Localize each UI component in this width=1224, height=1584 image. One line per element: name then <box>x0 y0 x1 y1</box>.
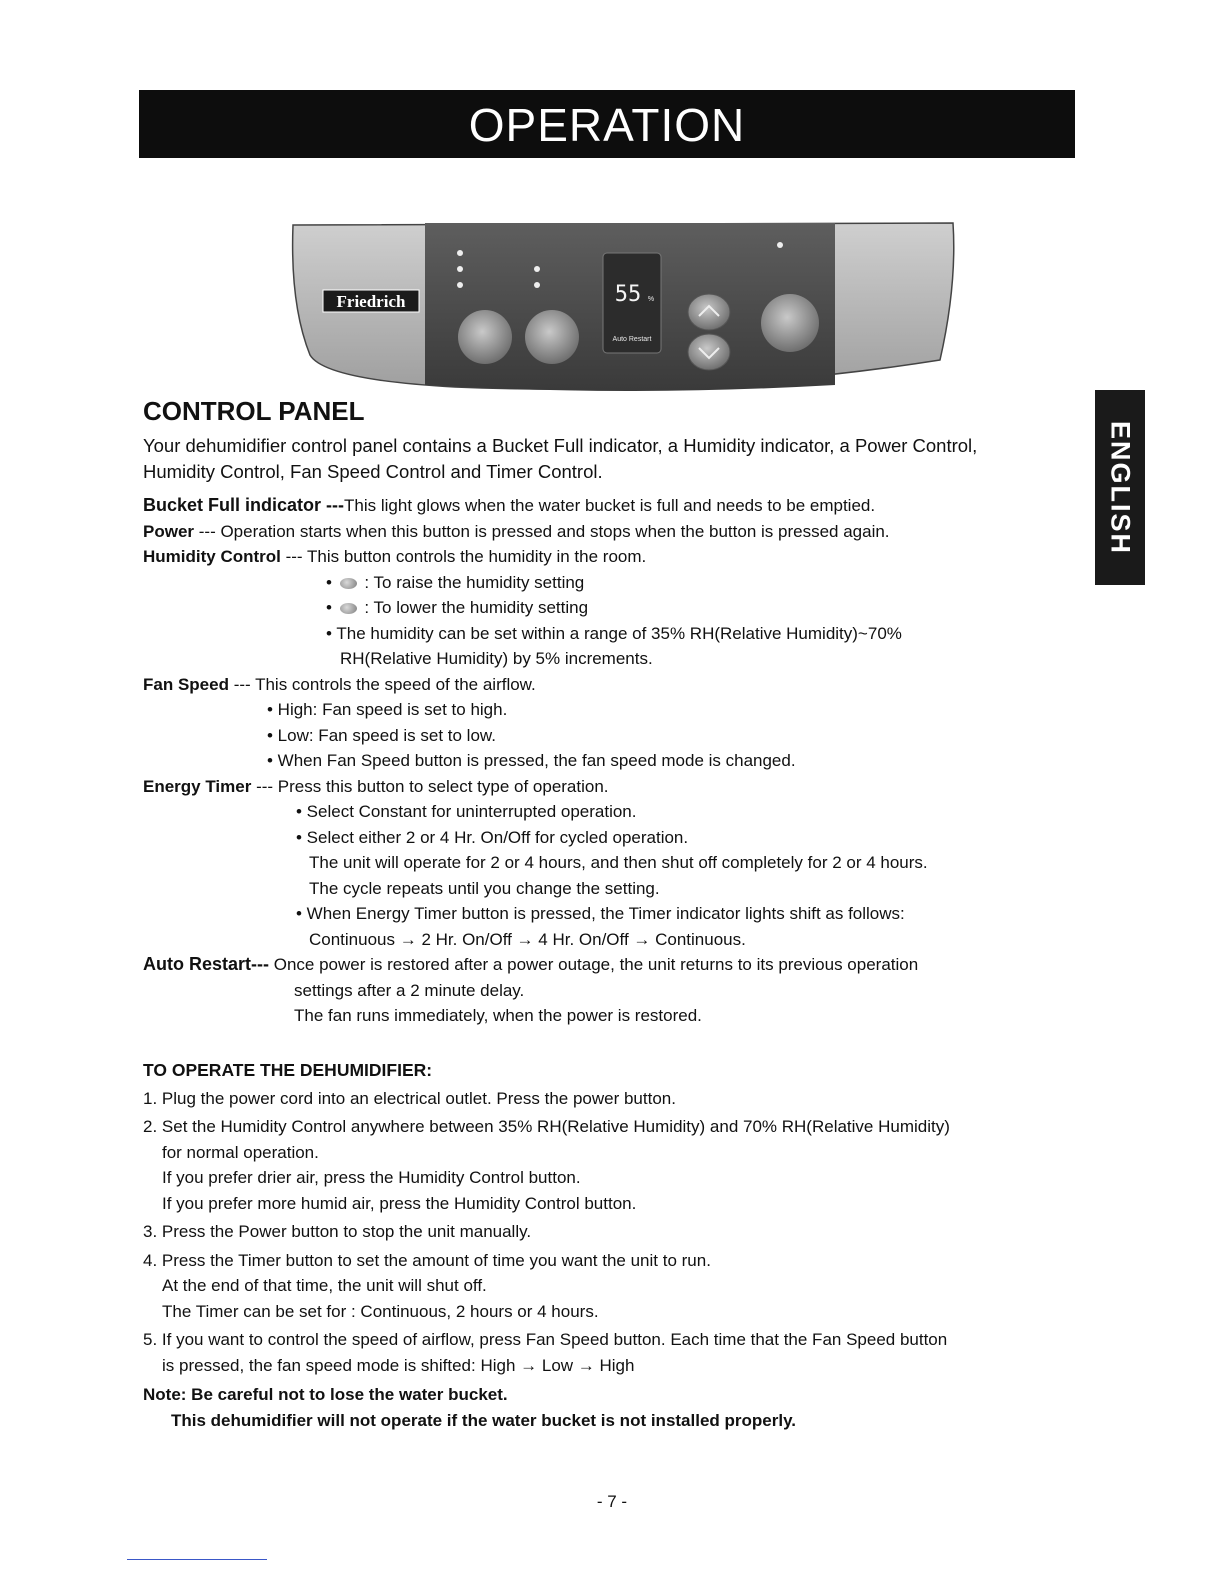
bucket-full-indicator <box>777 242 783 248</box>
control-panel-svg <box>285 215 960 395</box>
timer-sequence-text: Continuous → 2 Hr. On/Off → 4 Hr. On/Off → Continuous. <box>309 929 746 949</box>
humidity-raise-text: : To raise the humidity setting <box>359 572 585 592</box>
step-2-cont: for normal operation. <box>162 1142 319 1162</box>
humidity-text: --- This button controls the humidity in the room. <box>280 547 647 566</box>
operate-title: TO OPERATE THE DEHUMIDIFIER: <box>143 1059 433 1080</box>
humidity-lower-item: • : To lower the humidity setting <box>326 598 589 617</box>
language-tab-label: ENGLISH <box>1105 420 1136 555</box>
2hr-indicator <box>457 266 463 272</box>
humidity-definition <box>143 544 1063 570</box>
auto-restart-definition <box>143 952 1063 978</box>
humidity-up-button[interactable] <box>688 294 730 330</box>
step-5-cont: is pressed, the fan speed mode is shifted: High → Low → High <box>162 1355 635 1375</box>
step-2: 2. Set the Humidity Control anywhere between 35% RH(Relative Humidity) and 70% RH(Relative Humidity) <box>143 1117 950 1136</box>
humidity-down-icon <box>340 603 357 614</box>
step-2-drier: If you prefer drier air, press the Humidity Control button. <box>162 1168 581 1187</box>
page-number: - 7 - <box>596 1492 628 1511</box>
fan-speed-definition <box>143 672 1063 698</box>
step-4: 4. Press the Timer button to set the amount of time you want the unit to run. <box>143 1250 711 1270</box>
energy-timer-definition <box>143 774 1063 800</box>
power-button[interactable] <box>761 294 819 352</box>
fan-high-item: • High: Fan speed is set to high. <box>267 700 508 719</box>
timer-either-item: • Select either 2 or 4 Hr. On/Off for cycled operation. <box>296 827 689 847</box>
control-definitions <box>143 493 1063 1029</box>
page-content <box>143 393 1063 1434</box>
section-title: CONTROL PANEL <box>143 396 365 426</box>
step-1: 1. Plug the power cord into an electrical outlet. Press the power button. <box>143 1088 676 1108</box>
auto-restart-text-2: settings after a 2 minute delay. <box>294 980 525 1000</box>
operate-steps <box>143 1086 1063 1379</box>
step-4-timer: The Timer can be set for : Continuous, 2 hours or 4 hours. <box>162 1301 599 1321</box>
scan-artifact-line <box>127 1559 267 1560</box>
energy-timer-term: Energy Timer <box>143 776 252 796</box>
step-2-humid: If you prefer more humid air, press the Humidity Control button. <box>162 1193 637 1213</box>
auto-restart-text: Once power is restored after a power outage, the unit returns to its previous operation <box>269 955 919 974</box>
bucket-full-text: This light glows when the water bucket is full and needs to be emptied. <box>344 496 876 515</box>
energy-timer-text: --- Press this button to select type of operation. <box>251 776 609 796</box>
fan-high-indicator <box>534 266 540 272</box>
fan-speed-button[interactable] <box>525 310 579 364</box>
4hr-indicator <box>457 282 463 288</box>
power-definition <box>143 519 1063 545</box>
humidity-display-unit: % <box>647 296 655 303</box>
language-tab <box>1095 390 1145 585</box>
bucket-full-term: Bucket Full indicator --- <box>143 495 345 515</box>
step-3: 3. Press the Power button to stop the unit manually. <box>143 1222 532 1241</box>
timer-cycle-text: The cycle repeats until you change the setting. <box>309 878 660 898</box>
timer-constant-item: • Select Constant for uninterrupted operation. <box>296 802 637 821</box>
brand-logo-text: Friedrich <box>336 292 406 311</box>
control-panel-illustration <box>285 215 960 395</box>
step-4-cont: At the end of that time, the unit will shut off. <box>162 1276 487 1295</box>
page-title: OPERATION <box>139 90 1075 158</box>
fan-low-item: • Low: Fan speed is set to low. <box>267 725 496 745</box>
humidity-down-button[interactable] <box>688 334 730 370</box>
auto-restart-text-3: The fan runs immediately, when the power is restored. <box>294 1006 702 1025</box>
continuous-indicator <box>457 250 463 256</box>
note: Note: Be careful not to lose the water bucket. <box>143 1385 508 1404</box>
humidity-lower-text: : To lower the humidity setting <box>359 598 589 617</box>
auto-restart-label: Auto Restart <box>612 336 652 343</box>
timer-unit-text: The unit will operate for 2 or 4 hours, and then shut off completely for 2 or 4 hours. <box>309 853 928 872</box>
humidity-raise-item: • : To raise the humidity setting <box>326 572 585 592</box>
humidity-up-icon <box>340 578 357 589</box>
step-5: 5. If you want to control the speed of airflow, press Fan Speed button. Each time that the Fan Speed button <box>143 1330 948 1349</box>
note-warning: This dehumidifier will not operate if the water bucket is not installed properly. <box>171 1411 796 1430</box>
section-intro: Your dehumidifier control panel contains a Bucket Full indicator, a Humidity indicator, a Power Control, Humidity Control, Fan Speed Control and Timer Control. <box>143 435 978 482</box>
auto-restart-term: Auto Restart--- <box>143 954 269 974</box>
energy-timer-button[interactable] <box>458 310 512 364</box>
fan-speed-term: Fan Speed <box>143 674 229 694</box>
power-term: Power <box>143 521 195 541</box>
humidity-range-item-cont: RH(Relative Humidity) by 5% increments. <box>340 649 653 668</box>
humidity-term: Humidity Control <box>143 547 281 566</box>
fan-when-item: • When Fan Speed button is pressed, the fan speed mode is changed. <box>267 751 796 770</box>
bucket-full-definition <box>143 493 1063 519</box>
power-text: --- Operation starts when this button is pressed and stops when the button is pressed again. <box>194 521 890 541</box>
fan-speed-text: --- This controls the speed of the airflow. <box>228 674 536 694</box>
humidity-range-item: • The humidity can be set within a range of 35% RH(Relative Humidity)~70% <box>326 623 902 643</box>
humidity-display-value: 55 <box>614 282 642 307</box>
fan-low-indicator <box>534 282 540 288</box>
timer-when-item: • When Energy Timer button is pressed, the Timer indicator lights shift as follows: <box>296 904 905 923</box>
